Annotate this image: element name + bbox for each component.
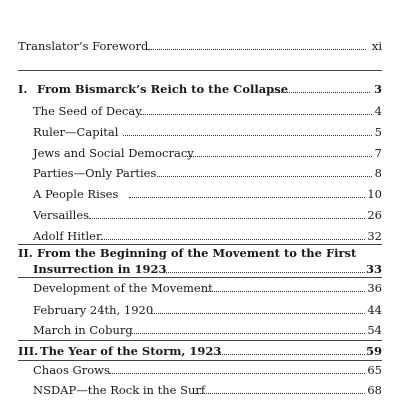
toc-entry-page: 36	[367, 281, 382, 295]
toc-entry-page: 3	[373, 82, 382, 96]
toc-entry-label: Ruler—Capital	[33, 125, 119, 139]
toc-entry[interactable]	[33, 186, 382, 202]
toc-entry-label: NSDAP—the Rock in the Surf	[33, 383, 206, 397]
leader-dots	[129, 196, 365, 198]
toc-entry-page: 54	[367, 323, 382, 337]
toc-entry[interactable]	[33, 124, 382, 140]
section-divider	[18, 340, 382, 341]
toc-entry-page: 59	[365, 344, 382, 358]
toc-part-title: From Bismarck’s Reich to the Collapse	[37, 82, 289, 96]
toc-entry[interactable]	[33, 382, 382, 398]
leader-dots	[123, 134, 372, 136]
section-divider	[18, 70, 382, 71]
leader-dots	[205, 290, 365, 292]
leader-dots	[151, 312, 365, 314]
toc-entry-page: 33	[365, 262, 382, 276]
toc-part-numeral: I.	[18, 82, 28, 96]
toc-entry[interactable]	[33, 302, 382, 318]
toc-entry-label: Adolf Hitler	[33, 229, 102, 243]
toc-part-heading-2[interactable]	[18, 245, 382, 261]
toc-entry-page: 44	[367, 303, 382, 317]
leader-dots	[89, 217, 365, 219]
toc-entry-label: March in Coburg	[33, 323, 133, 337]
leader-dots	[101, 238, 365, 240]
toc-entry[interactable]	[33, 228, 382, 244]
leader-dots	[273, 91, 370, 93]
leader-dots	[195, 392, 365, 394]
toc-entry[interactable]	[33, 362, 382, 378]
toc-entry-label: Versailles	[33, 208, 90, 222]
toc-entry-label: The Seed of Decay	[33, 104, 142, 118]
toc-part-title: The Year of the Storm, 1923	[40, 344, 222, 358]
toc-entry-page: 5	[374, 125, 382, 139]
toc-entry[interactable]	[33, 165, 382, 181]
toc-entry-label: Jews and Social Democracy	[33, 146, 194, 160]
leader-dots	[148, 48, 366, 50]
toc-entry[interactable]	[33, 280, 382, 296]
toc-entry-label: February 24th, 1920	[33, 303, 154, 317]
toc-entry[interactable]	[33, 322, 382, 338]
toc-part-heading-1[interactable]	[18, 81, 382, 97]
toc-entry[interactable]	[33, 207, 382, 223]
toc-entry-foreword[interactable]	[18, 38, 382, 54]
toc-entry[interactable]	[33, 145, 382, 161]
section-divider	[18, 360, 382, 361]
leader-dots	[128, 332, 365, 334]
toc-entry-label: A People Rises	[33, 187, 119, 201]
toc-entry-label: Development of the Movement	[33, 281, 213, 295]
toc-part-title-line2: Insurrection in 1923	[33, 262, 167, 276]
toc-entry-page: 10	[367, 187, 382, 201]
toc-part-numeral: III.	[18, 344, 39, 358]
leader-dots	[157, 175, 372, 177]
leader-dots	[109, 372, 365, 374]
toc-entry-page: xi	[371, 39, 382, 53]
toc-entry-label: Parties—Only Parties	[33, 166, 157, 180]
toc-part-numeral: II.	[18, 246, 33, 260]
toc-entry-label: Translator’s Foreword	[18, 39, 149, 53]
toc-entry-page: 65	[367, 363, 382, 377]
toc-entry-page: 68	[367, 383, 382, 397]
toc-part-title-line1: From the Beginning of the Movement to the First	[37, 246, 357, 260]
section-divider	[18, 277, 382, 278]
toc-entry-page: 26	[367, 208, 382, 222]
toc-entry[interactable]	[33, 103, 382, 119]
leader-dots	[214, 353, 365, 355]
toc-entry-page: 4	[374, 104, 382, 118]
toc-entry-page: 32	[367, 229, 382, 243]
leader-dots	[185, 155, 372, 157]
toc-entry-page: 7	[374, 146, 382, 160]
toc-entry-page: 8	[374, 166, 382, 180]
toc-part-heading-2-continued[interactable]	[33, 261, 382, 277]
toc-part-heading-3[interactable]	[18, 343, 382, 359]
toc-entry-label: Chaos Grows	[33, 363, 110, 377]
leader-dots	[140, 113, 372, 115]
leader-dots	[160, 271, 365, 273]
